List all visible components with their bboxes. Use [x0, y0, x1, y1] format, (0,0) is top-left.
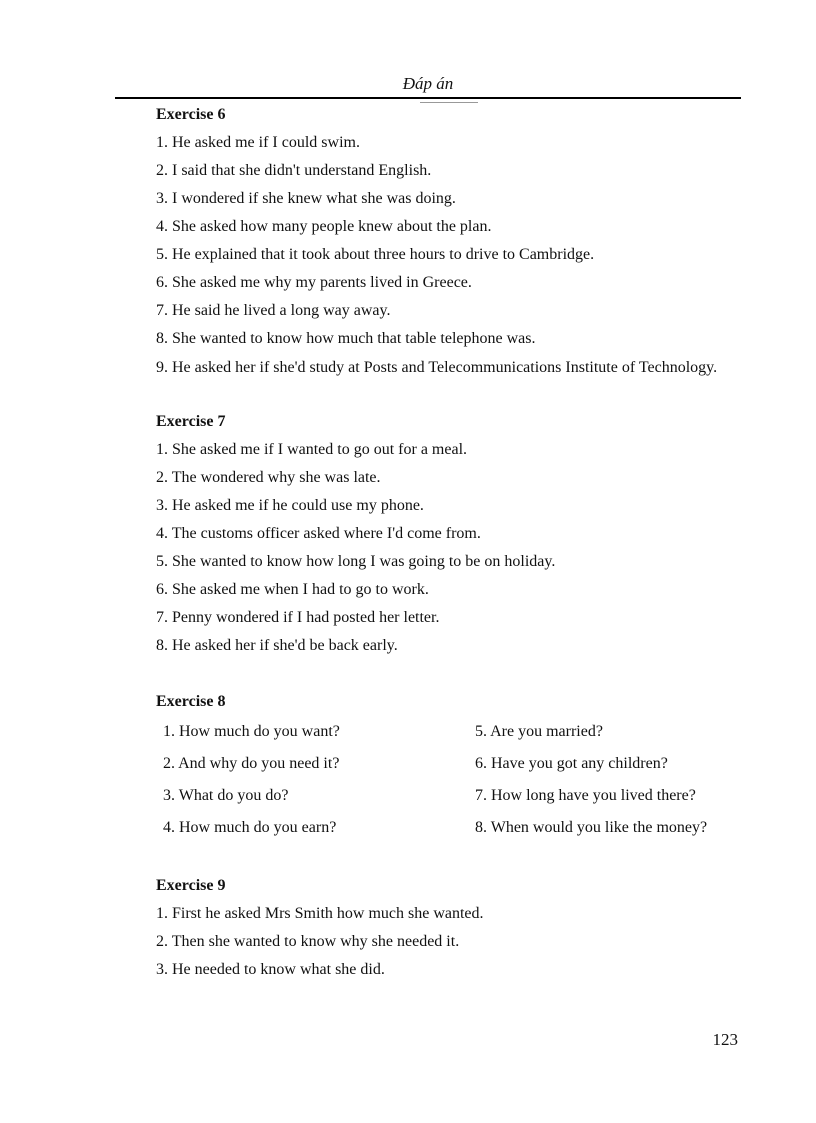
grid-item: 1. How much do you want?: [163, 723, 340, 740]
exercise-8-title: Exercise 8: [156, 693, 226, 710]
page-number: 123: [712, 1030, 738, 1049]
list-item: 3. He needed to know what she did.: [156, 961, 385, 978]
list-item: 3. I wondered if she knew what she was doing.: [156, 190, 456, 207]
list-item: 2. I said that she didn't understand English.: [156, 162, 432, 179]
list-item: 3. He asked me if he could use my phone.: [156, 497, 424, 514]
list-item: 1. She asked me if I wanted to go out for a meal.: [156, 441, 468, 458]
grid-item: 4. How much do you earn?: [163, 819, 337, 836]
header-rule: [115, 97, 741, 99]
list-item: 2. Then she wanted to know why she needed it.: [156, 933, 460, 950]
spacer: [116, 380, 740, 408]
page-content: [116, 101, 740, 984]
list-item: 4. She asked how many people knew about the plan.: [156, 218, 492, 235]
list-item: 2. The wondered why she was late.: [156, 469, 381, 486]
list-item: 8. He asked her if she'd be back early.: [156, 637, 398, 654]
list-item: 5. She wanted to know how long I was going to be on holiday.: [156, 553, 556, 570]
list-item: 7. Penny wondered if I had posted her letter.: [156, 609, 440, 626]
exercise-9: [116, 872, 740, 984]
list-item: 6. She asked me why my parents lived in Greece.: [156, 274, 472, 291]
list-item: 6. She asked me when I had to go to work.: [156, 581, 429, 598]
exercise-6-title: Exercise 6: [156, 106, 226, 123]
grid-item: 3. What do you do?: [163, 787, 289, 804]
spacer: [116, 660, 740, 688]
list-item: 5. He explained that it took about three hours to drive to Cambridge.: [156, 246, 595, 263]
exercise-9-title: Exercise 9: [156, 877, 226, 894]
exercise-8: [116, 688, 740, 844]
grid-item: 8. When would you like the money?: [475, 819, 708, 836]
grid-item: 2. And why do you need it?: [163, 755, 340, 772]
header-title: Đáp án: [402, 74, 454, 93]
grid-item: 6. Have you got any children?: [475, 755, 668, 772]
grid-item: 5. Are you married?: [475, 723, 603, 740]
exercise-7-title: Exercise 7: [156, 413, 226, 430]
list-item: 9. He asked her if she'd study at Posts and Telecommunications Institute of Technology.: [156, 359, 718, 376]
list-item: 1. He asked me if I could swim.: [156, 134, 360, 151]
list-item: 7. He said he lived a long way away.: [156, 302, 391, 319]
list-item: 1. First he asked Mrs Smith how much she wanted.: [156, 905, 484, 922]
exercise-6: [116, 101, 740, 380]
spacer: [116, 844, 740, 872]
list-item: 4. The customs officer asked where I'd come from.: [156, 525, 481, 542]
exercise-7: [116, 408, 740, 660]
exercise-8-grid: [163, 716, 740, 844]
list-item: 8. She wanted to know how much that table telephone was.: [156, 330, 536, 347]
grid-item: 7. How long have you lived there?: [475, 787, 696, 804]
